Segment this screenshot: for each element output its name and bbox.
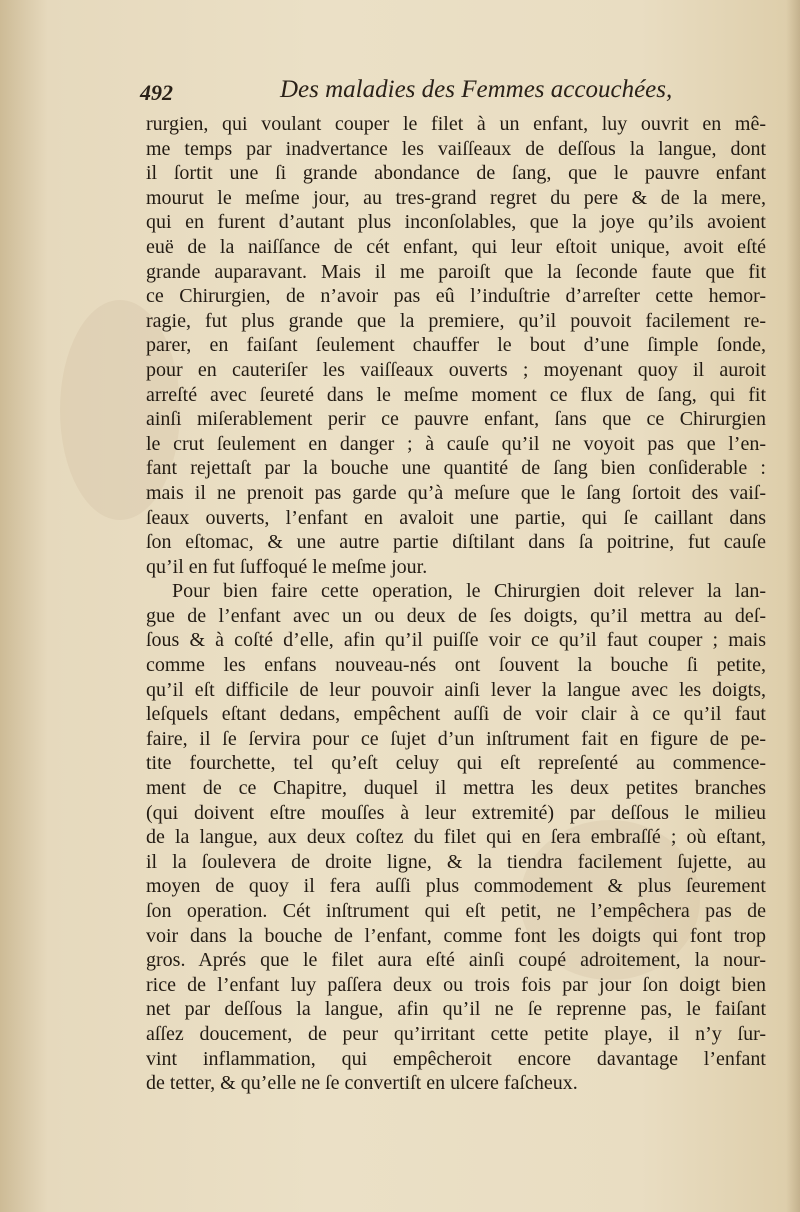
text-line: grande auparavant. Mais il me paroiſt que la ſeconde faute que fit — [146, 260, 766, 283]
text-line: de tetter, & qu’elle ne ſe convertiſt en ulcere faſcheux. — [146, 1072, 578, 1095]
text-line: faire, il ſe ſervira pour ce ſujet d’un inſtrument fait en figure de pe- — [146, 727, 766, 750]
text-line: leſquels eſtant dedans, empêchent auſſi de voir clair à ce qu’il faut — [146, 703, 766, 726]
text-line: ment de ce Chapitre, duquel il mettra les deux petites branches — [146, 777, 766, 800]
page-number: 492 — [140, 80, 173, 105]
body-text — [146, 112, 766, 1096]
text-line: qu’il eſt difficile de leur pouvoir ainſi lever la langue avec les doigts, — [146, 678, 766, 701]
text-line: le crut ſeulement en danger ; à cauſe qu’il ne voyoit pas que l’en- — [146, 432, 766, 455]
text-line: Pour bien faire cette operation, le Chirurgien doit relever la lan- — [172, 580, 766, 603]
text-line: de la langue, aux deux coſtez du filet qui en ſera embraſſé ; où eſtant, — [146, 826, 766, 849]
text-line: voir dans la bouche de l’enfant, comme font les doigts qui font trop — [146, 924, 766, 947]
text-line: ragie, fut plus grande que la premiere, qu’il pouvoit facilement re- — [146, 309, 766, 332]
text-line: qui en furent d’autant plus inconſolables, que la joye qu’ils avoient — [146, 211, 766, 234]
page-header — [140, 76, 673, 112]
text-line: tite fourchette, tel qu’eſt celuy qui eſt repreſenté au commence- — [146, 752, 766, 775]
text-line: ſeaux ouverts, l’enfant en avaloit une partie, qui ſe caillant dans — [146, 506, 766, 529]
running-title: Des maladies des Femmes accouchées, — [280, 76, 673, 103]
text-line: rice de l’enfant luy paſſera deux ou trois fois par jour ſon doigt bien — [146, 973, 766, 996]
text-line: ce Chirurgien, de n’avoir pas eû l’induſtrie d’arreſter cette hemor- — [146, 285, 766, 308]
text-line: vint inflammation, qui empêcheroit encore davantage l’enfant — [146, 1047, 766, 1070]
text-line: il ſortit une ſi grande abondance de ſang, que le pauvre enfant — [146, 162, 766, 185]
text-line: mais il ne prenoit pas garde qu’à meſure que le ſang ſortoit des vaiſ- — [146, 481, 766, 504]
text-line: rurgien, qui voulant couper le filet à un enfant, luy ouvrit en mê- — [146, 113, 766, 135]
text-line: gue de l’enfant avec un ou deux de ſes doigts, qu’il mettra au deſ- — [146, 604, 766, 627]
text-line: aſſez doucement, de peur qu’irritant cette petite playe, il n’y ſur- — [146, 1022, 766, 1045]
text-line: qu’il en fut ſuffoqué le meſme jour. — [146, 555, 428, 578]
text-line: gros. Aprés que le filet aura eſté ainſi coupé adroitement, la nour- — [146, 949, 766, 972]
text-line: me temps par inadvertance les vaiſſeaux de deſſous la langue, dont — [146, 137, 766, 160]
text-line: (qui doivent eſtre mouſſes à leur extremité) par deſſous le milieu — [146, 801, 766, 824]
text-line: mourut le meſme jour, au tres-grand regret du pere & de la mere, — [146, 186, 766, 209]
text-line: moyen de quoy il fera auſſi plus commodement & plus ſeurement — [146, 875, 766, 898]
text-line: il la ſoulevera de droite ligne, & la tiendra facilement ſujette, au — [146, 850, 766, 873]
text-line: parer, en faiſant ſeulement chauffer le bout d’une ſimple ſonde, — [146, 334, 766, 357]
text-line: comme les enfans nouveau-nés ont ſouvent la bouche ſi petite, — [146, 654, 766, 677]
text-line: euë de la naiſſance de cét enfant, qui leur eſtoit unique, avoit eſté — [146, 235, 766, 258]
text-line: arreſté avec ſeureté dans le meſme moment ce flux de ſang, qui fit — [146, 383, 766, 406]
text-line: pour en cauteriſer les vaiſſeaux ouverts ; moyenant quoy il auroit — [146, 358, 766, 381]
text-line: fant rejettaſt par la bouche une quantité de ſang bien conſiderable : — [146, 457, 766, 480]
text-line: ſon eſtomac, & une autre partie diſtilant dans ſa poitrine, fut cauſe — [146, 531, 766, 554]
text-line: ſon operation. Cét inſtrument qui eſt petit, ne l’empêchera pas de — [146, 900, 766, 922]
text-line: ſous & à coſté d’elle, afin qu’il puiſſe voir ce qu’il faut couper ; mais — [146, 629, 766, 652]
text-line: net par deſſous la langue, afin qu’il ne ſe reprenne pas, le faiſant — [146, 998, 766, 1021]
text-line: ainſi miſerablement perir ce pauvre enfant, ſans que ce Chirurgien — [146, 408, 766, 431]
